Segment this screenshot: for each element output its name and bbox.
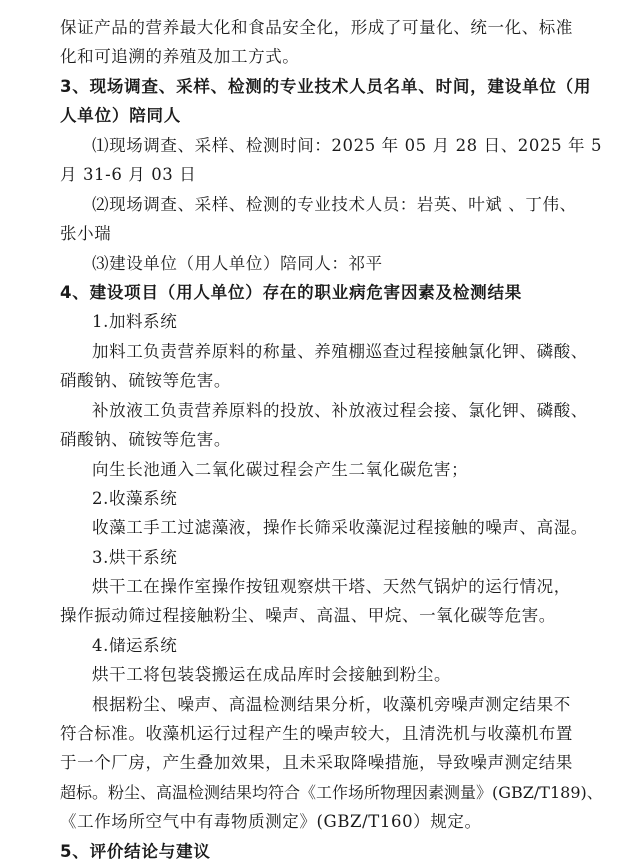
analysis-paragraph-line-5: 《工作场所空气中有毒物质测定》(GBZ/T160）规定。: [60, 812, 482, 831]
subsection-storage-system: 4.储运系统: [92, 636, 178, 655]
section-4-heading: 4、建设项目（用人单位）存在的职业病危害因素及检测结果: [60, 283, 523, 302]
survey-time-line-1: ⑴现场调查、采样、检测时间：2025 年 05 月 28 日、2025 年 5: [92, 136, 603, 155]
refill-paragraph-line-2: 硝酸钠、硫铵等危害。: [60, 430, 231, 449]
analysis-paragraph-line-2: 符合标准。收藻机运行过程产生的噪声较大，且清洗机与收藻机布置: [60, 724, 573, 743]
feeding-paragraph-line-1: 加料工负责营养原料的称量、养殖棚巡查过程接触氯化钾、磷酸、: [92, 342, 588, 361]
drying-paragraph-line-1: 烘干工在操作室操作按钮观察烘干塔、天然气锅炉的运行情况，: [92, 577, 571, 596]
staff-line-2: 张小瑞: [60, 224, 112, 243]
section-3-heading-line-1: 3、现场调查、采样、检测的专业技术人员名单、时间，建设单位（用: [60, 77, 592, 96]
staff-line-1: ⑵现场调查、采样、检测的专业技术人员：岩英、叶斌 、丁伟、: [92, 195, 577, 214]
paragraph-intro-line-2: 化和可追溯的养殖及加工方式。: [60, 47, 300, 66]
section-3-heading-line-2: 人单位）陪同人: [60, 106, 182, 125]
subsection-feeding-system: 1.加料系统: [92, 312, 178, 331]
drying-paragraph-line-2: 操作振动筛过程接触粉尘、噪声、高温、甲烷、一氧化碳等危害。: [60, 606, 556, 625]
paragraph-intro-line-1: 保证产品的营养最大化和食品安全化，形成了可量化、统一化、标准: [60, 18, 573, 37]
section-5-heading: 5、评价结论与建议: [60, 842, 211, 861]
feeding-paragraph-line-2: 硝酸钠、硫铵等危害。: [60, 371, 231, 390]
storage-paragraph-line: 烘干工将包装袋搬运在成品库时会接触到粉尘。: [92, 665, 452, 684]
survey-time-line-2: 月 31-6 月 03 日: [60, 165, 197, 184]
co2-paragraph-line: 向生长池通入二氧化碳过程会产生二氧化碳危害；: [92, 460, 469, 479]
analysis-paragraph-line-4: 超标。粉尘、高温检测结果均符合《工作场所物理因素测量》(GBZ/T189)、: [60, 783, 603, 802]
analysis-paragraph-line-3: 于一个厂房，产生叠加效果，且未采取降噪措施，导致噪声测定结果: [60, 753, 573, 772]
harvest-paragraph-line: 收藻工手工过滤藻液，操作长筛采收藻泥过程接触的噪声、高湿。: [92, 518, 588, 537]
accompanying-person-line: ⑶建设单位（用人单位）陪同人：祁平: [92, 254, 383, 273]
subsection-drying-system: 3.烘干系统: [92, 548, 178, 567]
analysis-paragraph-line-1: 根据粉尘、噪声、高温检测结果分析，收藻机旁噪声测定结果不: [92, 695, 571, 714]
refill-paragraph-line-1: 补放液工负责营养原料的投放、补放液过程会接、氯化钾、磷酸、: [92, 401, 588, 420]
subsection-harvest-system: 2.收藻系统: [92, 489, 178, 508]
